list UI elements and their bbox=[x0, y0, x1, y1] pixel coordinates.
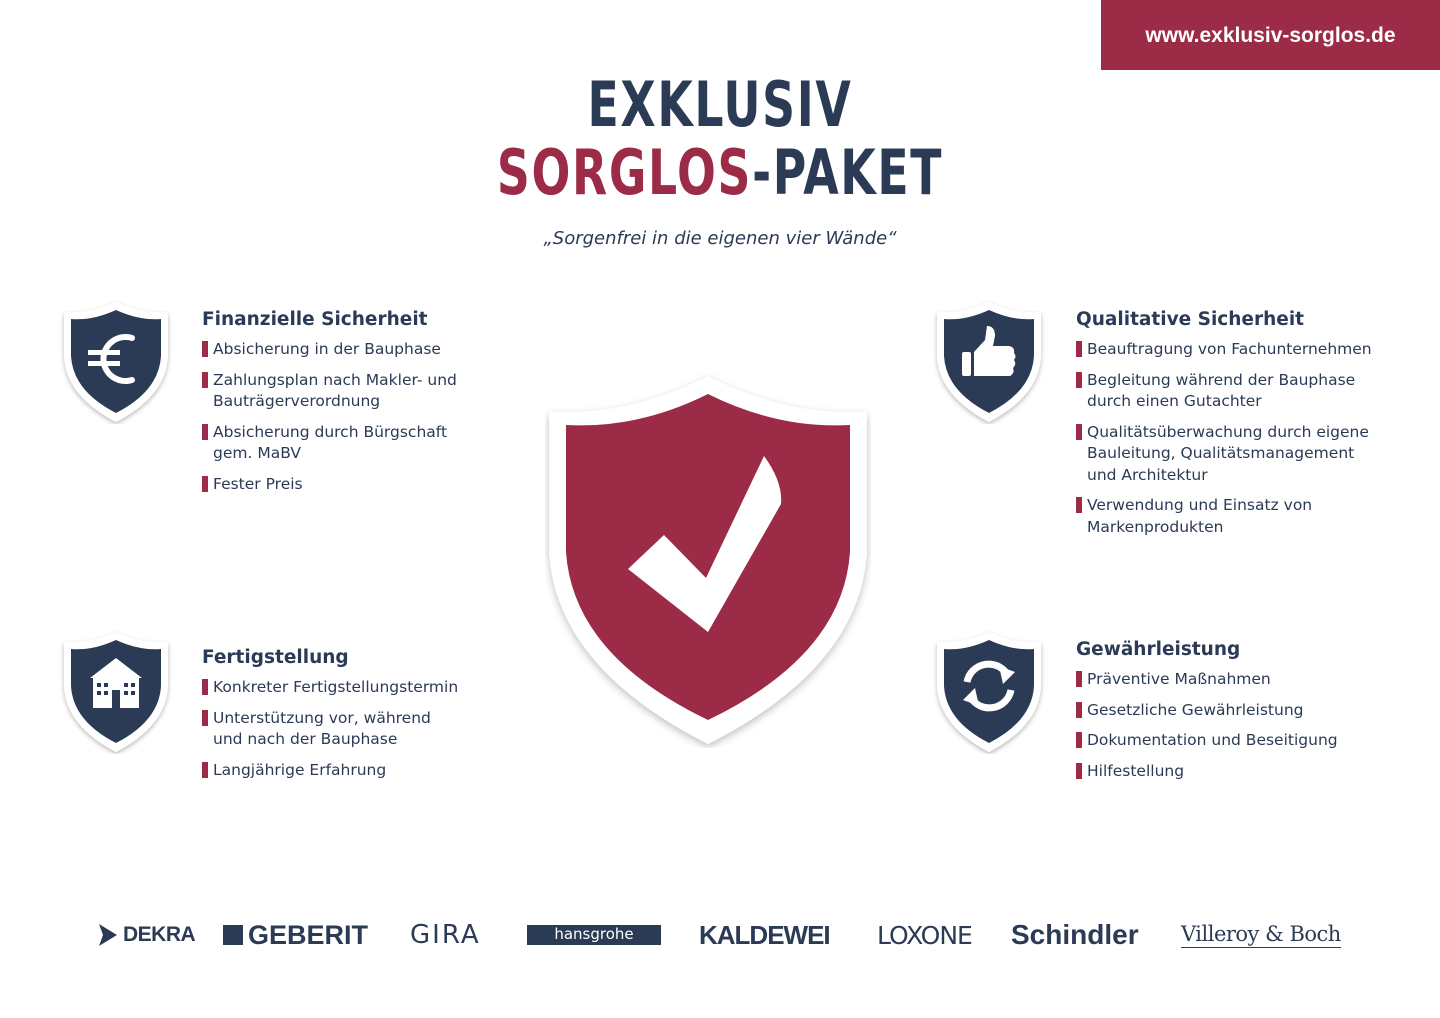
logo-loxone bbox=[877, 915, 972, 955]
logo-villeroy-boch-text: Villeroy & Boch bbox=[1181, 922, 1341, 946]
title-sorglos: SORGLOS bbox=[496, 136, 753, 209]
website-url-banner[interactable] bbox=[1101, 0, 1440, 70]
logo-villeroy-boch bbox=[1181, 915, 1341, 955]
list-item: Unterstützung vor, während und nach der Bauphase bbox=[202, 708, 450, 751]
list-item: Zahlungsplan nach Makler- und Bauträgerverordnung bbox=[202, 370, 464, 413]
section-title: Finanzielle Sicherheit bbox=[202, 309, 428, 330]
logo-dekra bbox=[97, 915, 195, 955]
dekra-arrow-icon bbox=[97, 922, 119, 948]
logo-geberit bbox=[223, 915, 368, 955]
list-item: Begleitung während der Bauphase durch einen Gutachter bbox=[1076, 370, 1376, 413]
list-item: Konkreter Fertigstellungstermin bbox=[202, 677, 502, 699]
logo-kaldewei-text: KALDEWEI bbox=[699, 919, 830, 950]
logo-geberit-text: GEBERIT bbox=[248, 919, 369, 950]
list-item: Verwendung und Einsatz von Markenprodukten bbox=[1076, 495, 1336, 538]
list-item: Gesetzliche Gewährleistung bbox=[1076, 700, 1406, 722]
list-item: Absicherung in der Bauphase bbox=[202, 339, 502, 361]
section-title: Fertigstellung bbox=[202, 647, 349, 668]
house-icon bbox=[60, 630, 172, 754]
logo-loxone-text: LOXONE bbox=[877, 920, 972, 950]
refresh-icon bbox=[933, 630, 1045, 754]
logo-dekra-text: DEKRA bbox=[123, 923, 196, 946]
title-line-1: EXKLUSIV bbox=[587, 68, 853, 141]
thumbs-up-icon bbox=[933, 300, 1045, 424]
logo-gira bbox=[410, 915, 481, 955]
checkmark-shield-icon bbox=[545, 372, 871, 748]
logo-hansgrohe bbox=[527, 915, 661, 955]
euro-icon bbox=[60, 300, 172, 424]
subtitle-quote: „Sorgenfrei in die eigenen vier Wände“ bbox=[543, 228, 897, 249]
section-title: Qualitative Sicherheit bbox=[1076, 309, 1304, 330]
list-item: Präventive Maßnahmen bbox=[1076, 669, 1406, 691]
bullet-list bbox=[1076, 669, 1406, 782]
list-item: Fester Preis bbox=[202, 474, 502, 496]
logo-hansgrohe-text: hansgrohe bbox=[527, 925, 661, 945]
bullet-list bbox=[202, 339, 502, 495]
logo-schindler-text: Schindler bbox=[1011, 919, 1139, 950]
website-url[interactable]: www.exklusiv-sorglos.de bbox=[1145, 24, 1396, 47]
list-item: Dokumentation und Beseitigung bbox=[1076, 730, 1406, 752]
bullet-list bbox=[202, 677, 502, 781]
list-item: Qualitätsüberwachung durch eigene Bauleitung, Qualitätsmanagement und Architektur bbox=[1076, 422, 1386, 487]
logo-kaldewei bbox=[699, 915, 830, 955]
partner-logos bbox=[0, 915, 1440, 955]
section-title: Gewährleistung bbox=[1076, 639, 1241, 660]
list-item: Beauftragung von Fachunternehmen bbox=[1076, 339, 1406, 361]
bullet-list bbox=[1076, 339, 1406, 538]
title-paket: -PAKET bbox=[752, 136, 944, 209]
logo-gira-text: GIRA bbox=[410, 920, 481, 950]
geberit-square-icon bbox=[223, 925, 243, 945]
title-line-2 bbox=[130, 136, 1311, 209]
logo-schindler bbox=[1011, 915, 1139, 955]
list-item: Langjährige Erfahrung bbox=[202, 760, 502, 782]
list-item: Absicherung durch Bürgschaft gem. MaBV bbox=[202, 422, 472, 465]
list-item: Hilfestellung bbox=[1076, 761, 1406, 783]
